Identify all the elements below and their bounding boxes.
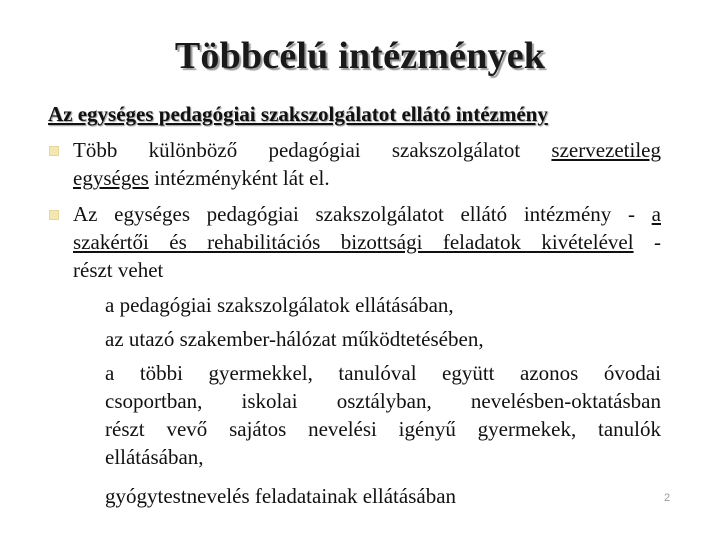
bullet-2-underlined-1: a xyxy=(651,202,661,226)
sub-item-3 xyxy=(105,359,661,471)
bullet-1-text-1: Több különböző pedagógiai szakszolgálatot xyxy=(73,138,552,162)
bullet-2-underlined-2: szakértői és rehabilitációs bizottsági feladatok kivételével xyxy=(73,230,634,254)
slide-title: Többcélú intézmények xyxy=(174,35,546,77)
sub-item-3-line-1: a többi gyermekkel, tanulóval együtt azonos óvodai xyxy=(105,361,661,385)
page-number: 2 xyxy=(664,492,671,504)
bullet-2-text-2: - xyxy=(633,230,662,254)
sub-item-1 xyxy=(105,291,661,319)
sub-item-2 xyxy=(105,325,661,353)
sub-item-4 xyxy=(105,482,661,510)
bullet-1-line-1 xyxy=(73,136,661,164)
sub-item-3-line-4: ellátásában, xyxy=(105,445,204,469)
bullet-1-underlined-1: szervezetileg xyxy=(551,138,661,162)
sub-item-1-line-1: a pedagógiai szakszolgálatok ellátásában, xyxy=(105,293,454,317)
bullet-2-line-2 xyxy=(73,228,661,256)
sub-item-2-line-1: az utazó szakember-hálózat működtetésében, xyxy=(105,327,484,351)
sub-item-3-line-3: részt vevő sajátos nevelési igényű gyermekek, tanulók xyxy=(105,417,661,441)
bullet-1-text-2: intézményként lát el. xyxy=(148,166,330,190)
bullet-1-underlined-2: egységes xyxy=(73,166,149,190)
bullet-item-1 xyxy=(73,136,661,192)
square-bullet-icon xyxy=(49,210,59,220)
bullet-2-text-1: Az egységes pedagógiai szakszolgálatot ellátó intézmény - xyxy=(73,202,652,226)
bullet-2-line-1 xyxy=(73,200,661,228)
sub-item-4-line-1: gyógytestnevelés feladatainak ellátásában xyxy=(105,484,457,508)
section-heading: Az egységes pedagógiai szakszolgálatot ellátó intézmény xyxy=(48,102,548,126)
bullet-2-line-3: részt vehet xyxy=(73,258,164,282)
square-bullet-icon xyxy=(49,146,59,156)
sub-item-3-line-2: csoportban, iskolai osztályban, nevelésben-oktatásban xyxy=(105,389,661,413)
bullet-item-2 xyxy=(73,200,661,284)
bullet-1-line-2 xyxy=(73,164,661,192)
